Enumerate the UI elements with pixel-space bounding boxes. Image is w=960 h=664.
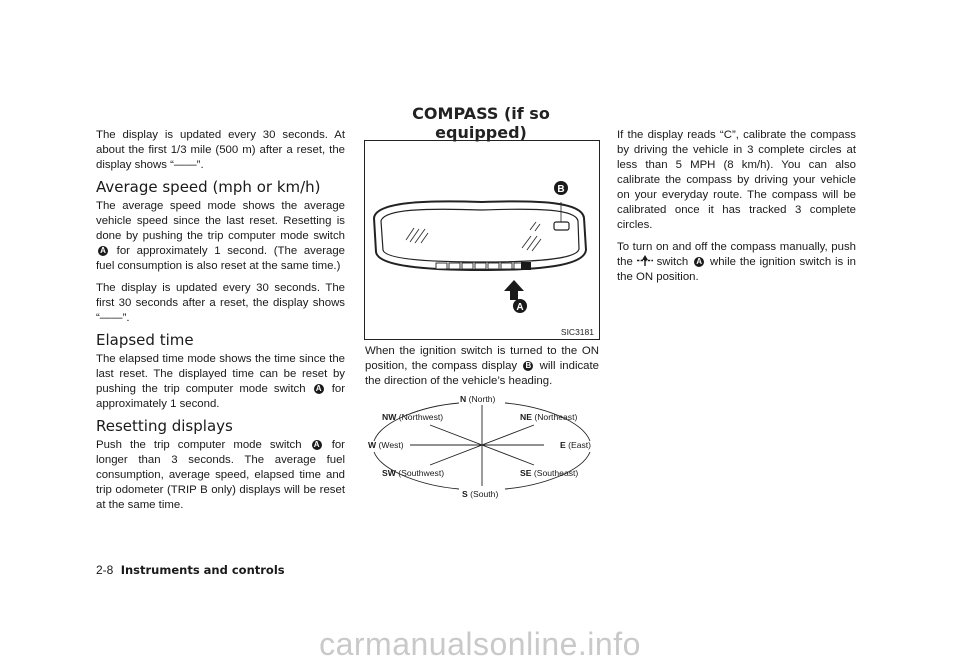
compass-label-se: SE (Southeast) xyxy=(520,468,579,478)
paragraph-resetting: Push the trip computer mode switch A for longer than 3 seconds. The average fuel consumption, average speed, elapsed time and trip odometer (TRIP B only) displays will be reset at the same time. xyxy=(96,439,345,511)
compass-switch-button xyxy=(521,262,531,270)
compass-rose-diagram xyxy=(364,392,600,502)
callout-a-icon: A xyxy=(312,440,322,450)
paragraph-compass-display: When the ignition switch is turned to the ON position, the compass display B will indicate the direction of the vehicle’s heading. xyxy=(365,345,600,387)
figure-code: SIC3181 xyxy=(560,327,594,337)
compass-label-sw: SW (Southwest) xyxy=(382,468,445,478)
compass-label-nw: NW (Northwest) xyxy=(382,412,444,422)
svg-text:B: B xyxy=(557,184,565,195)
callout-a-icon: A xyxy=(694,257,704,267)
watermark: carmanualsonline.info xyxy=(319,626,641,662)
paragraph-update-2: The display is updated every 30 seconds. The first 30 seconds after a reset, the display shows “——”. xyxy=(96,282,345,324)
compass-switch-icon xyxy=(637,255,653,266)
paragraph-average-speed: The average speed mode shows the average vehicle speed since the last reset. Resetting is done by pushing the trip computer mode switch A for approximately 1 second. (The average fuel consumption is also reset at the same time.) xyxy=(96,200,345,272)
middle-column xyxy=(365,344,599,396)
compass-label-e: E (East) xyxy=(560,440,592,450)
page-number: 2-8 xyxy=(96,563,114,577)
callout-b-icon: B xyxy=(523,361,533,371)
compass-label-w: W (West) xyxy=(368,440,404,450)
heading-average-speed: Average speed (mph or km/h) xyxy=(96,178,321,196)
paragraph-update-1: The display is updated every 30 seconds. At about the first 1/3 mile (500 m) after a reset, the display shows “——”. xyxy=(96,129,345,171)
paragraph-elapsed-time: The elapsed time mode shows the time since the last reset. The displayed time can be reset by pushing the trip computer mode switch A for approximately 1 second. xyxy=(96,353,345,410)
heading-resetting-displays: Resetting displays xyxy=(96,417,233,435)
compass-label-n: N (North) xyxy=(460,394,496,404)
callout-a-icon: A xyxy=(314,384,324,394)
page-footer xyxy=(96,563,285,577)
section-name: Instruments and controls xyxy=(120,563,285,577)
paragraph-calibrate: If the display reads “C”, calibrate the compass by driving the vehicle in 3 complete circles at less than 5 MPH (8 km/h). You can also calibrate the compass by driving your vehicle on your everyday route. The compass will be calibrated once it has tracked 3 complete circles. xyxy=(617,129,856,231)
left-column xyxy=(96,128,345,520)
mirror-figure xyxy=(364,140,600,340)
paragraph-manual-toggle: To turn on and off the compass manually, push the switch A while the ignition switch is in the ON position. xyxy=(617,241,856,283)
right-column xyxy=(617,128,856,292)
callout-a-icon: A xyxy=(98,246,108,256)
svg-text:A: A xyxy=(516,302,524,313)
heading-elapsed-time: Elapsed time xyxy=(96,331,194,349)
compass-label-s: S (South) xyxy=(462,489,499,499)
section-title: COMPASS (if so equipped) xyxy=(412,104,550,142)
compass-label-ne: NE (Northeast) xyxy=(520,412,578,422)
